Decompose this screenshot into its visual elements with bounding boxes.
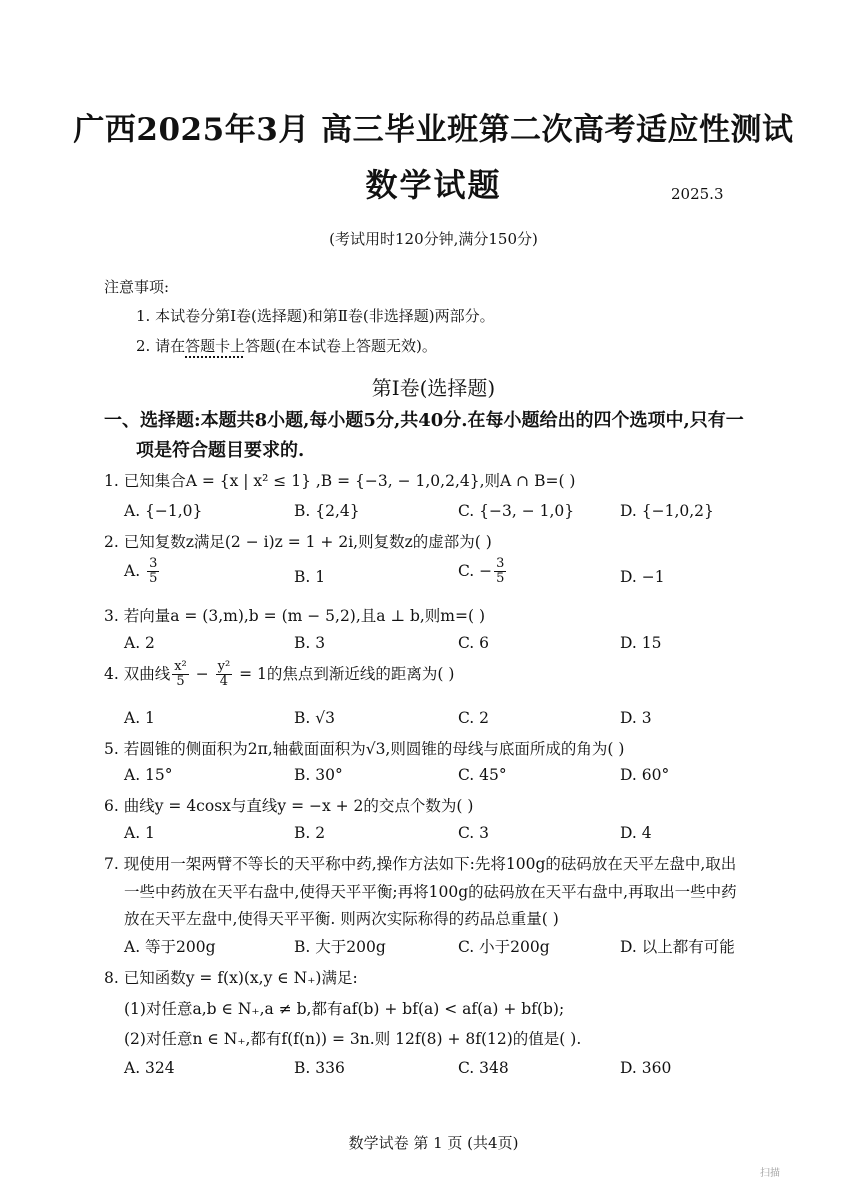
q7-option-c: C. 小于200g [458, 938, 550, 956]
q4-x-denominator: 5 [176, 674, 185, 690]
notice-item-2-post: 答题(在本试卷上答题无效)。 [245, 337, 437, 355]
notice-item-2 [136, 335, 437, 356]
question-7-line-3: 放在天平左盘中,使得天平平衡. 则两次实际称得的药品总重量( ) [124, 910, 559, 928]
q3-option-b: B. 3 [294, 634, 326, 652]
question-3: 3. 若向量a = (3,m),b = (m − 5,2),且a ⊥ b,则m=( ) [104, 607, 486, 625]
q2-option-a [124, 557, 161, 587]
q2-option-b: B. 1 [294, 568, 326, 586]
exam-title: 广西2025年3月 高三毕业班第二次高考适应性测试 [73, 112, 794, 148]
notice-item-1: 1. 本试卷分第Ⅰ卷(选择题)和第Ⅱ卷(非选择题)两部分。 [136, 307, 495, 325]
q2-option-c [458, 557, 508, 587]
question-7-line-2: 一些中药放在天平右盘中,使得天平平衡;再将100g的砝码放在天平右盘中,再取出一些中药 [124, 883, 737, 901]
q2-option-a-label: A. [124, 561, 141, 580]
q8-option-c: C. 348 [458, 1059, 509, 1077]
q2-option-c-fraction [494, 557, 506, 587]
q1-option-b: B. {2,4} [294, 502, 360, 520]
q6-option-b: B. 2 [294, 824, 326, 842]
q8-option-a: A. 324 [124, 1059, 175, 1077]
q4-stem-post: = 1的焦点到渐近线的距离为( ) [234, 664, 455, 683]
q5-option-a: A. 15° [124, 766, 173, 784]
question-5: 5. 若圆锥的侧面积为2π,轴截面面积为√3,则圆锥的母线与底面所成的角为( ) [104, 740, 625, 758]
q3-option-c: C. 6 [458, 634, 490, 652]
question-1: 1. 已知集合A = {x | x² ≤ 1} ,B = {−3, − 1,0,2,4},则A ∩ B=( ) [104, 472, 576, 490]
question-8-condition-1: (1)对任意a,b ∈ N₊,a ≠ b,都有af(b) + bf(a) < af(a) + bf(b); [124, 1000, 565, 1018]
page-footer: 数学试卷 第 1 页 (共4页) [348, 1134, 519, 1152]
q4-y-denominator: 4 [219, 674, 229, 690]
q4-option-c: C. 2 [458, 709, 490, 727]
q4-minus: − [190, 664, 214, 683]
q3-option-a: A. 2 [124, 634, 155, 652]
notice-heading: 注意事项: [104, 278, 170, 296]
q4-option-a: A. 1 [124, 709, 155, 727]
notice-item-2-pre: 2. 请在 [136, 337, 186, 355]
q6-option-c: C. 3 [458, 824, 490, 842]
q5-option-c: C. 45° [458, 766, 507, 784]
notice-item-2-emphasis: 答题卡上 [185, 337, 246, 355]
q4-option-d: D. 3 [620, 709, 652, 727]
q8-option-d: D. 360 [620, 1059, 672, 1077]
q2-a-denominator: 5 [149, 571, 158, 587]
q4-x-fraction [172, 660, 189, 690]
q6-option-a: A. 1 [124, 824, 155, 842]
question-7: 7. 现使用一架两臂不等长的天平称中药,操作方法如下:先将100g的砝码放在天平左盘中,取出 [104, 855, 737, 873]
q7-option-d: D. 以上都有可能 [620, 938, 735, 956]
question-6: 6. 曲线y = 4cosx与直线y = −x + 2的交点个数为( ) [104, 797, 474, 815]
q5-option-b: B. 30° [294, 766, 343, 784]
subject-title: 数学试题 [365, 166, 502, 204]
q2-c-numerator: 3 [496, 556, 505, 571]
q7-option-b: B. 大于200g [294, 938, 386, 956]
part-title: 第Ⅰ卷(选择题) [371, 376, 496, 400]
q4-y-fraction [216, 660, 233, 690]
q8-option-b: B. 336 [294, 1059, 345, 1077]
q1-option-a: A. {−1,0} [124, 502, 203, 520]
q2-option-c-label: C. − [458, 561, 493, 580]
q5-option-d: D. 60° [620, 766, 670, 784]
q6-option-d: D. 4 [620, 824, 652, 842]
q1-option-c: C. {−3, − 1,0} [458, 502, 575, 520]
q4-option-b: B. √3 [294, 709, 335, 727]
question-8: 8. 已知函数y = f(x)(x,y ∈ N₊)满足: [104, 969, 358, 987]
q3-option-d: D. 15 [620, 634, 662, 652]
question-4 [104, 660, 454, 690]
q2-a-numerator: 3 [149, 556, 158, 571]
question-8-condition-2: (2)对任意n ∈ N₊,都有f(f(n)) = 3n.则 12f(8) + 8f(12)的值是( ). [124, 1030, 582, 1048]
exam-duration: (考试用时120分钟,满分150分) [329, 230, 538, 248]
q2-option-a-fraction [147, 557, 159, 587]
q4-y-numerator: y² [217, 659, 231, 674]
q2-c-denominator: 5 [496, 571, 505, 587]
exam-date: 2025.3 [671, 185, 724, 203]
q4-stem-pre: 4. 双曲线 [104, 664, 171, 683]
section-instruction-line-1: 一、选择题:本题共8小题,每小题5分,共40分.在每小题给出的四个选项中,只有一 [104, 410, 744, 431]
question-2: 2. 已知复数z满足(2 − i)z = 1 + 2i,则复数z的虚部为( ) [104, 533, 492, 551]
section-instruction-line-2: 项是符合题目要求的. [136, 440, 305, 461]
q2-option-d: D. −1 [620, 568, 665, 586]
q7-option-a: A. 等于200g [124, 938, 216, 956]
q4-x-numerator: x² [174, 659, 187, 674]
scan-mark: 扫描 [760, 1168, 780, 1179]
q1-option-d: D. {−1,0,2} [620, 502, 714, 520]
